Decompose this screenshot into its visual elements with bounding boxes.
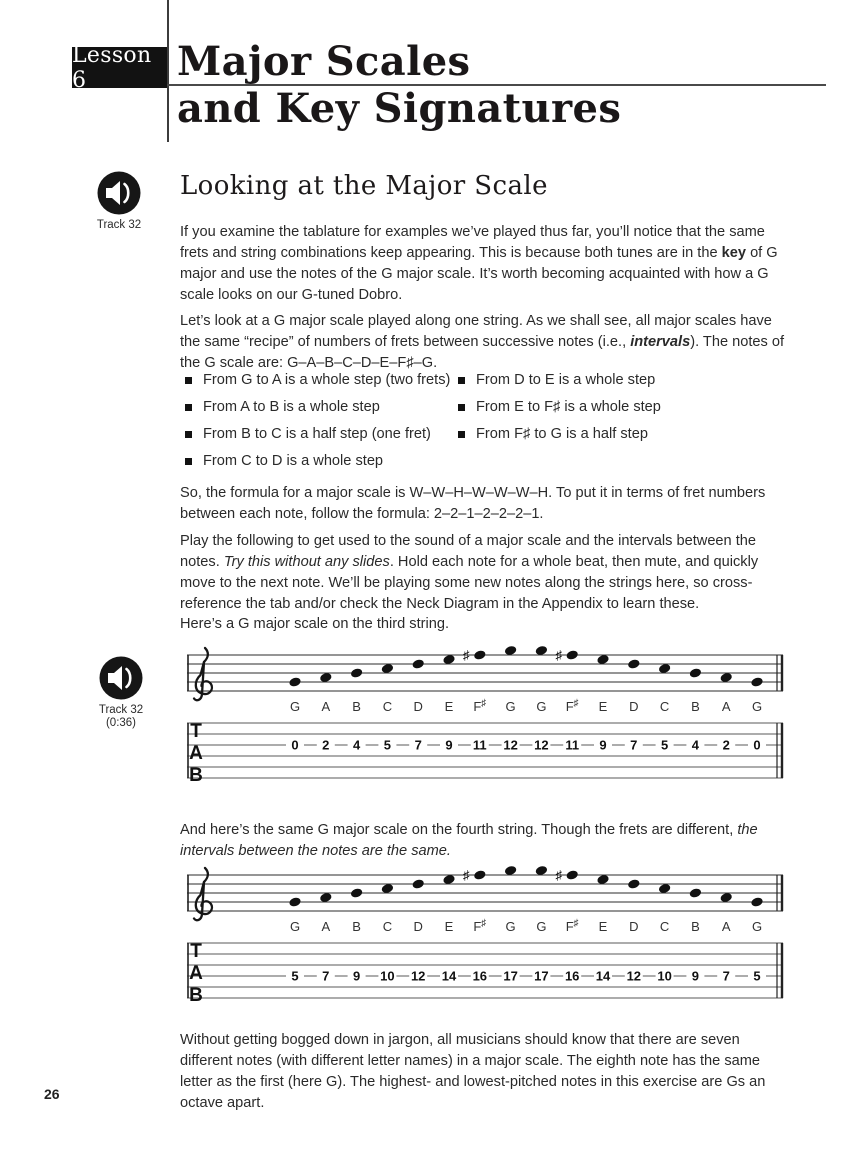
music-text: ♯ (555, 647, 562, 663)
audio-track-label: Track 32 (98, 704, 144, 716)
notehead (350, 887, 363, 898)
notehead (689, 887, 702, 898)
notehead (442, 654, 455, 665)
bullet-square-icon (185, 458, 192, 465)
bullet-list-left (185, 370, 458, 478)
speaker-icon (98, 655, 144, 701)
music-text: 0 (753, 737, 761, 753)
music-text: 2 (322, 737, 330, 753)
music-text: 5 (383, 737, 392, 753)
bullet-item (458, 370, 791, 391)
music-text: 16 (472, 968, 488, 984)
note-name: C (382, 919, 393, 934)
note-name: C (659, 699, 670, 714)
music-text: 11 (565, 737, 580, 753)
bullet-text: From G to A is a whole step (two frets) (203, 372, 451, 388)
page-number: 26 (44, 1086, 60, 1102)
music-text: ♯ (463, 867, 470, 883)
paragraph (180, 483, 794, 525)
note-name: D (413, 699, 423, 714)
bullet-item (185, 397, 458, 418)
bullet-text: From D to E is a whole step (476, 372, 656, 388)
notehead (627, 878, 640, 889)
text-segment: intervals (630, 334, 691, 350)
music-text: 4 (352, 737, 361, 753)
bullet-square-icon (458, 377, 465, 384)
notehead (319, 892, 332, 903)
text-segment: Without getting bogged down in jargon, all musicians should know that there are seven different notes (with different letter names) in a major scale. The eighth note has the same letter as the first (here G). The highest- and lowest-pitched notes in this exercise are Gs an octave apart. (180, 1032, 766, 1111)
text-segment: Play the following to get used to the sound of a major scale and the intervals between the notes. (180, 533, 757, 570)
paragraph (180, 820, 794, 862)
music-text: 16 (564, 968, 580, 984)
note-name: C (659, 919, 670, 934)
page-title (177, 38, 621, 132)
note-name: A (321, 699, 331, 714)
note-name: D (629, 699, 639, 714)
music-text: 7 (322, 968, 330, 984)
notehead (412, 658, 425, 669)
bullet-text: From F♯ to G is a half step (476, 426, 648, 442)
music-system-svg (183, 865, 787, 1007)
notehead (689, 667, 702, 678)
text-segment: If you examine the tablature for examples we’ve played thus far, you’ll notice that the same frets and string combinations keep appearing. This is because both tunes are in the (180, 224, 765, 261)
bullet-item (185, 424, 458, 445)
page-title-line2: and Key Signatures (177, 85, 622, 132)
music-text: 9 (599, 737, 607, 753)
music-text: 14 (595, 968, 611, 984)
text-segment: And here’s the same G major scale on the fourth string. Though the frets are different, (180, 822, 738, 838)
bullet-text: From B to C is a half step (one fret) (203, 426, 431, 442)
text-segment: of G major and use the notes of the G major scale. It’s worth becoming acquainted with how a G scale looks on our G-tuned Dobro. (180, 245, 778, 303)
tab-clef-letter: B (189, 765, 203, 786)
page-title-line1: Major Scales (177, 38, 471, 85)
treble-clef-icon (194, 868, 212, 920)
music-text: 4 (691, 737, 700, 753)
note-name: D (629, 919, 639, 934)
bullet-text: From C to D is a whole step (203, 453, 384, 469)
notehead (412, 878, 425, 889)
note-name: F♯ (473, 698, 487, 714)
notehead (381, 663, 394, 674)
lesson-number-label: Lesson 6 (72, 42, 152, 93)
text-segment: So, the formula for a major scale is W–W–H–W–W–W–H. To put it in terms of fret numbers between each note, follow the formula: 2–2–1–2–2–2–1. (180, 485, 766, 522)
header-vertical-rule (167, 0, 169, 142)
note-name: G (751, 699, 763, 714)
audio-track-time: (0:36) (105, 717, 137, 729)
notehead (720, 672, 733, 683)
tab-clef-letter: T (190, 721, 202, 742)
music-text: 12 (410, 968, 426, 984)
bullet-list-right (458, 370, 791, 478)
tab-clef-letter: B (189, 985, 203, 1006)
notehead (596, 874, 609, 885)
music-text: 9 (352, 968, 361, 984)
music-text: 5 (753, 968, 761, 984)
note-name: E (598, 699, 608, 714)
bullet-square-icon (185, 377, 192, 384)
bullet-text: From E to F♯ is a whole step (476, 399, 661, 415)
music-system-third-string (183, 645, 787, 792)
notehead (350, 667, 363, 678)
bullet-item (185, 370, 458, 391)
notehead (504, 865, 517, 876)
note-name: F♯ (565, 698, 579, 714)
bullet-square-icon (185, 431, 192, 438)
paragraph (180, 531, 794, 615)
notehead (627, 658, 640, 669)
notehead (319, 672, 332, 683)
paragraph (180, 222, 794, 306)
lesson-number-badge (72, 42, 167, 93)
note-name: G (505, 699, 516, 714)
note-name: G (505, 919, 516, 934)
note-name: A (721, 699, 731, 714)
note-name: G (289, 919, 301, 934)
speaker-icon (96, 170, 142, 216)
audio-track-label: Track 32 (96, 219, 142, 231)
section-heading: Looking at the Major Scale (180, 171, 548, 201)
music-text: 10 (380, 968, 395, 984)
bullet-square-icon (458, 404, 465, 411)
paragraph (180, 1030, 794, 1114)
music-text: 7 (630, 737, 638, 753)
notehead (473, 649, 486, 660)
bullet-item (185, 451, 458, 472)
note-name: G (751, 919, 763, 934)
note-name: F♯ (473, 918, 487, 934)
music-text: 9 (691, 968, 700, 984)
notehead (596, 654, 609, 665)
interval-bullet-lists (185, 370, 791, 478)
note-name: B (352, 699, 361, 714)
text-segment: key (721, 245, 747, 261)
bullet-text: From A to B is a whole step (203, 399, 380, 415)
note-name: B (352, 919, 361, 934)
notehead (566, 649, 579, 660)
music-text: 12 (626, 968, 642, 984)
text-segment: the intervals between the notes are the same. (180, 822, 758, 859)
notehead (535, 865, 548, 876)
note-name: F♯ (565, 918, 579, 934)
audio-track-section (94, 170, 144, 232)
bullet-square-icon (458, 431, 465, 438)
music-text: 5 (291, 968, 299, 984)
notehead (381, 883, 394, 894)
note-name: B (691, 699, 700, 714)
paragraph (180, 311, 794, 374)
notehead (720, 892, 733, 903)
text-segment: Try this without any slides (223, 554, 390, 570)
notehead (504, 645, 517, 656)
notehead (288, 676, 301, 687)
paragraph (180, 614, 794, 635)
notehead (288, 896, 301, 907)
music-text: 5 (660, 737, 669, 753)
text-segment: Here’s a G major scale on the third string. (180, 616, 450, 632)
treble-clef-icon (194, 648, 212, 700)
music-text: ♯ (555, 867, 562, 883)
music-text: 14 (441, 968, 457, 984)
bullet-item (458, 397, 791, 418)
music-text: 11 (472, 737, 487, 753)
notehead (750, 676, 763, 687)
music-system-svg (183, 645, 787, 787)
music-text: 17 (534, 968, 549, 984)
note-name: A (321, 919, 331, 934)
music-text: 10 (657, 968, 672, 984)
note-name: G (536, 699, 547, 714)
music-text: 7 (722, 968, 730, 984)
notehead (750, 896, 763, 907)
music-text: 9 (445, 737, 453, 753)
notehead (442, 874, 455, 885)
notehead (535, 645, 548, 656)
note-name: E (598, 919, 608, 934)
music-text: 12 (534, 737, 549, 753)
music-text: 12 (503, 737, 518, 753)
tab-clef-letter: A (189, 743, 203, 764)
text-segment: . Hold each note for a whole beat, then mute, and quickly move to the next note. We’ll be playing some new notes along the strings here, so cross-reference the tab and/or check the Neck Diagram in the Appendix to learn these. (180, 554, 759, 612)
text-segment: Let’s look at a G major scale played along one string. As we shall see, all major scales have the same “recipe” of numbers of frets between successive notes (i.e., (180, 313, 772, 350)
tab-clef-letter: T (190, 941, 202, 962)
note-name: G (536, 919, 547, 934)
notehead (658, 883, 671, 894)
note-name: G (289, 699, 301, 714)
notehead (658, 663, 671, 674)
note-name: A (721, 919, 731, 934)
note-name: D (413, 919, 423, 934)
music-text: 17 (503, 968, 518, 984)
note-name: C (382, 699, 393, 714)
music-text: 7 (414, 737, 422, 753)
note-name: B (691, 919, 700, 934)
bullet-square-icon (185, 404, 192, 411)
notehead (473, 869, 486, 880)
text-segment: ). The notes of the G scale are: G–A–B–C–D–E–F♯–G. (180, 334, 785, 371)
notehead (566, 869, 579, 880)
music-system-fourth-string (183, 865, 787, 1012)
note-name: E (444, 919, 454, 934)
audio-track-system1 (96, 655, 146, 730)
music-text: 0 (291, 737, 299, 753)
bullet-item (458, 424, 791, 445)
music-text: ♯ (463, 647, 470, 663)
music-text: 2 (722, 737, 730, 753)
tab-clef-letter: A (189, 963, 203, 984)
note-name: E (444, 699, 454, 714)
